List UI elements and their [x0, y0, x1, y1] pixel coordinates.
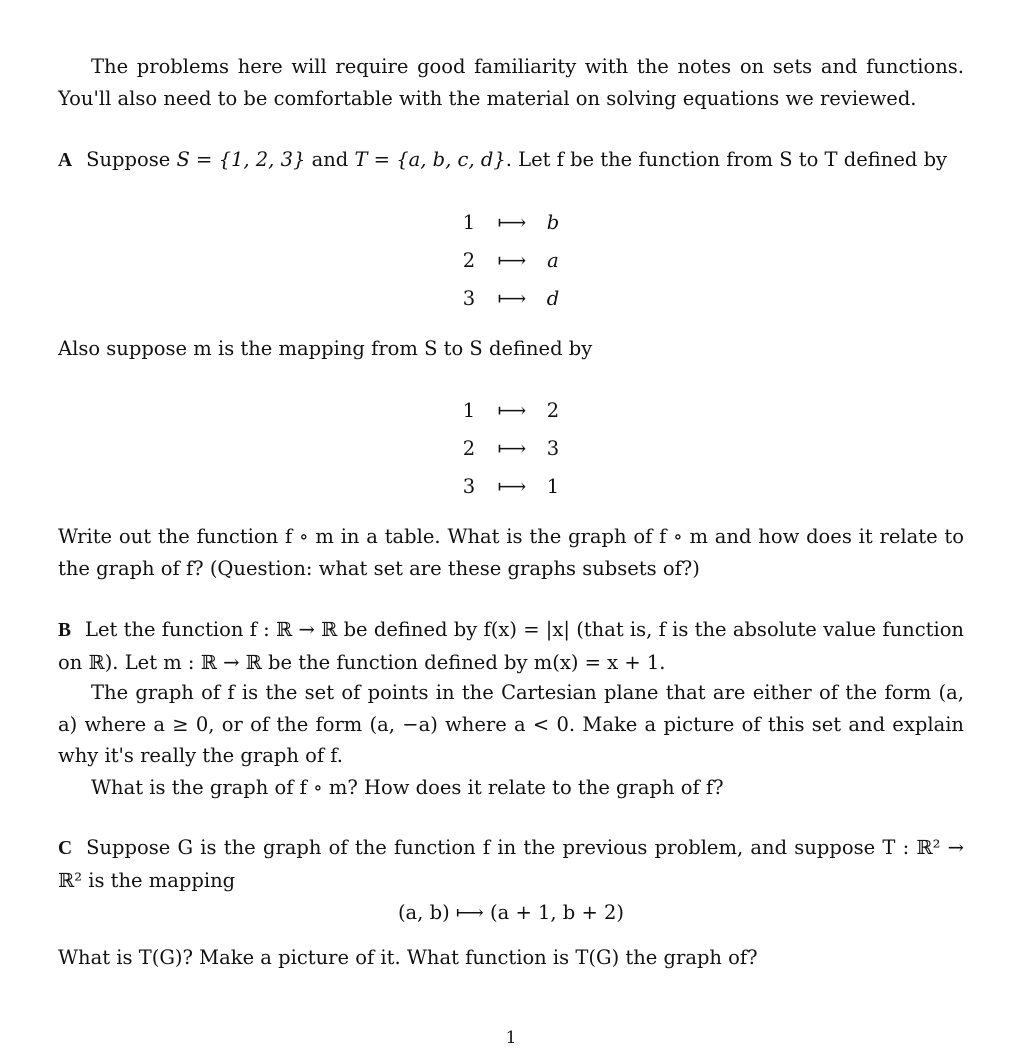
maps-to-icon: ⟼: [497, 210, 525, 234]
m-map-to: 3: [546, 436, 560, 460]
problem-a-text1-pre: Suppose: [86, 148, 177, 171]
problem-c-statement: [58, 832, 964, 896]
problem-a-and: and: [305, 148, 355, 171]
problem-c-label: C: [58, 838, 73, 859]
problem-c-mapping: (a, b) ⟼ (a + 1, b + 2): [397, 901, 625, 924]
f-map-to: d: [546, 286, 560, 310]
problem-a-statement: [58, 144, 964, 177]
set-s-definition: S = {1, 2, 3}: [176, 148, 306, 171]
f-map-from: 1: [462, 210, 476, 234]
m-map-from: 1: [462, 398, 476, 422]
set-t-definition: T = {a, b, c, d}: [354, 148, 506, 171]
problem-c-text1: Suppose G is the graph of the function f in the previous problem, and suppose T : ℝ² → ℝ² is the mapping: [58, 836, 964, 892]
maps-to-icon: ⟼: [497, 436, 525, 460]
problem-a-label: A: [58, 150, 73, 171]
problem-a-text2: Also suppose m is the mapping from S to S defined by: [58, 337, 593, 360]
problem-b-text3: What is the graph of f ∘ m? How does it relate to the graph of f?: [91, 776, 724, 799]
m-map-to: 1: [546, 474, 560, 498]
maps-to-icon: ⟼: [497, 474, 525, 498]
f-map-from: 3: [462, 286, 476, 310]
problem-b-text2: The graph of f is the set of points in the Cartesian plane that are either of the form (a, a) where a ≥ 0, or of the form (a, −a) where a < 0. Make a picture of this set and explain why it's really the graph of f.: [58, 681, 964, 767]
f-mapping-table: [459, 203, 563, 317]
maps-to-icon: ⟼: [497, 248, 525, 272]
m-mapping-table: [459, 391, 563, 505]
problem-b-label: B: [58, 620, 72, 641]
f-map-to: b: [546, 210, 560, 234]
problem-a-text1-post: . Let f be the function from S to T defined by: [505, 148, 948, 171]
m-map-from: 3: [462, 474, 476, 498]
problem-b-statement: [58, 614, 964, 678]
intro-paragraph: The problems here will require good familiarity with the notes on sets and functions. You'll also need to be comfortable with the material on solving equations we reviewed.: [58, 55, 964, 110]
maps-to-icon: ⟼: [497, 286, 525, 310]
problem-a-text3: Write out the function f ∘ m in a table. What is the graph of f ∘ m and how does it relate to the graph of f? (Question: what set are these graphs subsets of?): [58, 525, 964, 580]
f-map-from: 2: [462, 248, 476, 272]
problem-b-text1: Let the function f : ℝ → ℝ be defined by f(x) = |x| (that is, f is the absolute value function on ℝ). Let m : ℝ → ℝ be the function defined by m(x) = x + 1.: [58, 618, 964, 674]
m-map-to: 2: [546, 398, 560, 422]
problem-c-text2: What is T(G)? Make a picture of it. What function is T(G) the graph of?: [58, 946, 758, 969]
page-number: 1: [505, 1028, 517, 1048]
f-map-to: a: [547, 248, 559, 272]
m-map-from: 2: [462, 436, 476, 460]
maps-to-icon: ⟼: [497, 398, 525, 422]
